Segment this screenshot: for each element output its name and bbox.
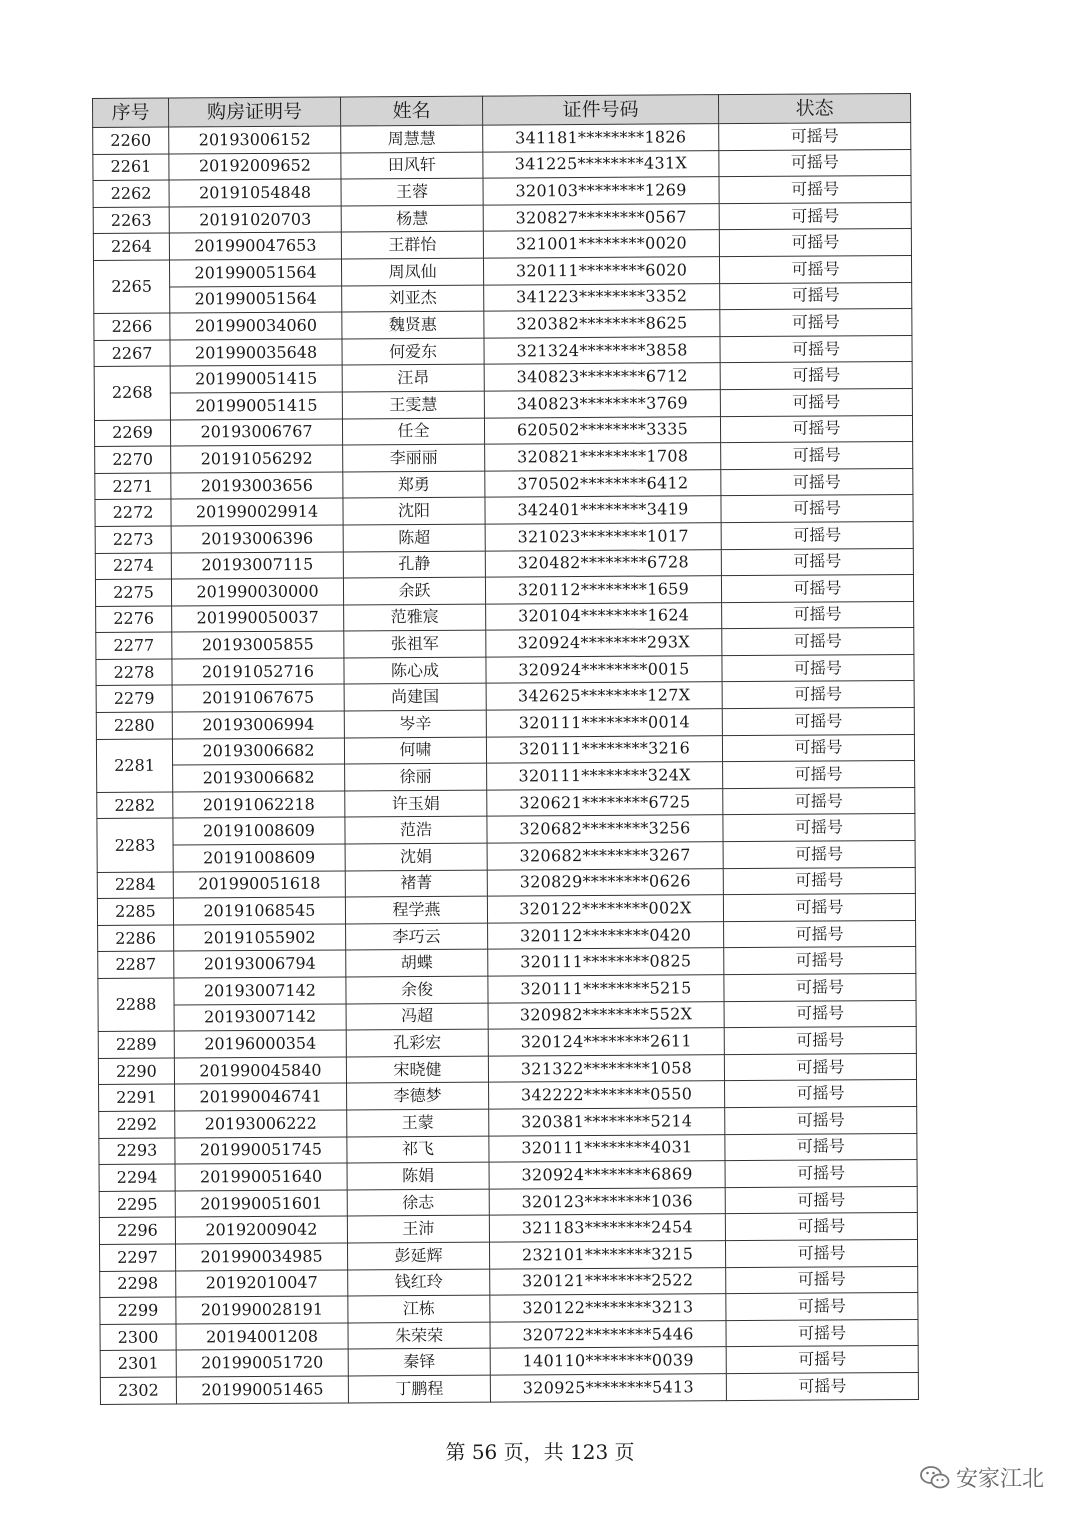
cell-cert: 20193006682 <box>172 738 344 766</box>
cell-id: 340823********6712 <box>484 363 720 391</box>
cell-seq: 2271 <box>95 473 171 500</box>
cell-id: 321001********0020 <box>483 230 719 258</box>
cell-name: 沈娟 <box>345 843 487 870</box>
cell-id: 320121********2522 <box>490 1267 726 1295</box>
cell-id: 320111********0825 <box>488 948 724 976</box>
cell-status: 可摇号 <box>725 1160 917 1188</box>
cell-seq: 2291 <box>99 1084 175 1111</box>
cell-name: 范雅宸 <box>344 604 486 631</box>
header-status: 状态 <box>718 94 910 124</box>
cell-cert: 20192009042 <box>175 1216 347 1244</box>
cell-cert: 201990034985 <box>176 1243 348 1271</box>
cell-cert: 201990034060 <box>170 312 342 340</box>
cell-cert: 201990051601 <box>175 1190 347 1218</box>
cell-id: 320111********324X <box>487 762 723 790</box>
cell-cert: 20193006767 <box>170 419 342 447</box>
cell-cert: 201990029914 <box>171 498 343 526</box>
cell-name: 程学燕 <box>345 896 487 923</box>
cell-cert: 20192010047 <box>176 1269 348 1297</box>
cell-id: 320112********0420 <box>488 921 724 949</box>
cell-name: 沈阳 <box>343 497 485 524</box>
cell-name: 孔静 <box>343 551 485 578</box>
cell-status: 可摇号 <box>726 1266 918 1294</box>
cell-id: 321322********1058 <box>488 1054 724 1082</box>
cell-status: 可摇号 <box>724 1053 916 1081</box>
cell-status: 可摇号 <box>725 1186 917 1214</box>
cell-cert: 20193007142 <box>174 1004 346 1032</box>
table-body <box>93 122 919 1403</box>
cell-seq: 2283 <box>97 818 173 872</box>
cell-status: 可摇号 <box>722 708 914 736</box>
cell-seq: 2290 <box>98 1058 174 1085</box>
cell-name: 余跃 <box>343 577 485 604</box>
cell-status: 可摇号 <box>719 149 911 177</box>
cell-seq: 2286 <box>98 925 174 952</box>
cell-id: 320924********293X <box>486 629 722 657</box>
cell-cert: 201990051720 <box>176 1349 348 1377</box>
cell-seq: 2268 <box>94 366 170 420</box>
cell-id: 320103********1269 <box>483 177 719 205</box>
page-footer <box>0 1436 1080 1465</box>
cell-status: 可摇号 <box>720 335 912 363</box>
cell-seq: 2278 <box>96 659 172 686</box>
cell-name: 余俊 <box>346 976 488 1003</box>
cell-name: 范浩 <box>345 817 487 844</box>
cell-status: 可摇号 <box>723 787 915 815</box>
cell-id: 320111********6020 <box>483 257 719 285</box>
watermark-text: 安家江北 <box>955 1467 1044 1492</box>
cell-status: 可摇号 <box>722 654 914 682</box>
cell-id: 320924********0015 <box>486 656 722 684</box>
cell-id: 340823********3769 <box>484 390 720 418</box>
cell-name: 褚菁 <box>345 870 487 897</box>
cell-seq: 2293 <box>99 1138 175 1165</box>
cell-cert: 20193003656 <box>171 472 343 500</box>
cell-seq: 2298 <box>100 1271 176 1298</box>
cell-id: 320381********5214 <box>489 1108 725 1136</box>
cell-id: 320112********1659 <box>485 576 721 604</box>
cell-cert: 20191008609 <box>173 817 345 845</box>
cell-seq: 2300 <box>100 1324 176 1351</box>
cell-name: 王蒙 <box>347 1109 489 1136</box>
cell-cert: 20191008609 <box>173 844 345 872</box>
cell-name: 魏贤惠 <box>342 311 484 338</box>
cell-name: 尚建国 <box>344 684 486 711</box>
cell-name: 江栋 <box>348 1295 490 1322</box>
cell-cert: 201990047653 <box>169 232 341 260</box>
cell-id: 320829********0626 <box>487 868 723 896</box>
cell-cert: 20191067675 <box>172 684 344 712</box>
cell-status: 可摇号 <box>726 1346 918 1374</box>
cell-status: 可摇号 <box>726 1372 918 1400</box>
cell-id: 320111********5215 <box>488 975 724 1003</box>
cell-status: 可摇号 <box>721 495 913 523</box>
cell-cert: 20191052716 <box>172 658 344 686</box>
cell-name: 王蓉 <box>341 178 483 205</box>
watermark <box>920 1462 1044 1493</box>
cell-id: 320104********1624 <box>486 602 722 630</box>
cell-id: 320111********3216 <box>486 735 722 763</box>
cell-cert: 20192009652 <box>169 153 341 181</box>
cell-name: 陈心成 <box>344 657 486 684</box>
cell-cert: 20193006794 <box>174 950 346 978</box>
table-row <box>100 1372 918 1404</box>
cell-id: 321183********2454 <box>489 1214 725 1242</box>
cell-cert: 20191055902 <box>174 924 346 952</box>
cell-status: 可摇号 <box>720 388 912 416</box>
cell-id: 320621********6725 <box>487 789 723 817</box>
cell-cert: 20191062218 <box>173 791 345 819</box>
cell-name: 孔彩宏 <box>346 1029 488 1056</box>
cell-cert: 20193006682 <box>173 764 345 792</box>
cell-status: 可摇号 <box>721 468 913 496</box>
cell-seq: 2264 <box>93 233 169 260</box>
cell-cert: 201990051415 <box>170 365 342 393</box>
cell-name: 汪昂 <box>342 364 484 391</box>
cell-seq: 2265 <box>93 260 169 314</box>
cell-status: 可摇号 <box>722 628 914 656</box>
cell-status: 可摇号 <box>724 1000 916 1028</box>
cell-cert: 201990051564 <box>169 259 341 287</box>
cell-status: 可摇号 <box>720 309 912 337</box>
cell-cert: 20191056292 <box>171 445 343 473</box>
cell-cert: 20193006222 <box>175 1110 347 1138</box>
cell-name: 徐志 <box>347 1189 489 1216</box>
cell-name: 杨慧 <box>341 205 483 232</box>
page-number: 第 56 页，共 123 页 <box>445 1440 635 1464</box>
cell-status: 可摇号 <box>721 575 913 603</box>
cell-status: 可摇号 <box>725 1239 917 1267</box>
cell-id: 342625********127X <box>486 682 722 710</box>
cell-cert: 201990035648 <box>170 339 342 367</box>
cell-seq: 2274 <box>95 553 171 580</box>
cell-seq: 2288 <box>98 978 174 1032</box>
cell-name: 胡蝶 <box>346 950 488 977</box>
cell-name: 彭延辉 <box>347 1242 489 1269</box>
cell-seq: 2277 <box>96 632 172 659</box>
cell-id: 341223********3352 <box>484 283 720 311</box>
cell-status: 可摇号 <box>726 1293 918 1321</box>
cell-id: 320925********5413 <box>490 1374 726 1402</box>
cell-id: 320111********4031 <box>489 1134 725 1162</box>
cell-seq: 2260 <box>93 127 169 154</box>
cell-status: 可摇号 <box>719 202 911 230</box>
cell-seq: 2301 <box>100 1350 176 1377</box>
cell-cert: 20193006994 <box>172 711 344 739</box>
cell-cert: 201990050037 <box>172 605 344 633</box>
cell-cert: 201990051465 <box>176 1376 348 1404</box>
header-name: 姓名 <box>340 96 482 126</box>
cell-seq: 2279 <box>96 685 172 712</box>
cell-status: 可摇号 <box>721 521 913 549</box>
cell-seq: 2294 <box>99 1164 175 1191</box>
cell-name: 田风轩 <box>341 152 483 179</box>
cell-cert: 201990046741 <box>175 1083 347 1111</box>
cell-id: 320122********3213 <box>490 1294 726 1322</box>
cell-name: 李德梦 <box>347 1082 489 1109</box>
header-id: 证件号码 <box>482 95 718 125</box>
cell-cert: 201990051745 <box>175 1137 347 1165</box>
allocation-table <box>92 93 919 1404</box>
cell-seq: 2266 <box>94 313 170 340</box>
cell-status: 可摇号 <box>719 122 911 150</box>
cell-seq: 2272 <box>95 499 171 526</box>
cell-seq: 2289 <box>98 1031 174 1058</box>
cell-seq: 2282 <box>97 792 173 819</box>
cell-cert: 20193007142 <box>174 977 346 1005</box>
cell-seq: 2296 <box>99 1217 175 1244</box>
cell-status: 可摇号 <box>725 1080 917 1108</box>
cell-id: 341225********431X <box>483 150 719 178</box>
cell-status: 可摇号 <box>719 255 911 283</box>
cell-id: 320482********6728 <box>485 549 721 577</box>
cell-name: 任全 <box>342 418 484 445</box>
cell-cert: 201990030000 <box>171 578 343 606</box>
cell-id: 320924********6869 <box>489 1161 725 1189</box>
cell-seq: 2287 <box>98 951 174 978</box>
cell-seq: 2297 <box>100 1244 176 1271</box>
cell-name: 许玉娟 <box>345 790 487 817</box>
cell-name: 朱荣荣 <box>348 1322 490 1349</box>
cell-name: 秦铎 <box>348 1348 490 1375</box>
cell-status: 可摇号 <box>726 1319 918 1347</box>
cell-status: 可摇号 <box>723 841 915 869</box>
cell-status: 可摇号 <box>722 601 914 629</box>
cell-status: 可摇号 <box>723 761 915 789</box>
cell-seq: 2284 <box>97 872 173 899</box>
cell-id: 342222********0550 <box>489 1081 725 1109</box>
cell-id: 320111********0014 <box>486 709 722 737</box>
cell-status: 可摇号 <box>720 282 912 310</box>
cell-seq: 2273 <box>95 526 171 553</box>
cell-id: 320682********3256 <box>487 815 723 843</box>
cell-id: 342401********3419 <box>485 496 721 524</box>
cell-id: 321324********3858 <box>484 336 720 364</box>
cell-name: 陈超 <box>343 524 485 551</box>
cell-name: 王雯慧 <box>342 391 484 418</box>
cell-seq: 2292 <box>99 1111 175 1138</box>
cell-name: 王群怡 <box>341 231 483 258</box>
cell-status: 可摇号 <box>720 415 912 443</box>
wechat-icon <box>920 1465 950 1491</box>
cell-status: 可摇号 <box>724 947 916 975</box>
cell-status: 可摇号 <box>723 867 915 895</box>
cell-seq: 2261 <box>93 154 169 181</box>
cell-seq: 2262 <box>93 180 169 207</box>
cell-id: 320722********5446 <box>490 1320 726 1348</box>
cell-status: 可摇号 <box>721 442 913 470</box>
cell-cert: 201990028191 <box>176 1296 348 1324</box>
cell-name: 宋晓健 <box>346 1056 488 1083</box>
cell-cert: 201990051564 <box>170 286 342 314</box>
cell-name: 徐丽 <box>345 763 487 790</box>
cell-cert: 201990051640 <box>175 1163 347 1191</box>
cell-cert: 201990051618 <box>173 871 345 899</box>
cell-seq: 2280 <box>96 712 172 739</box>
header-cert: 购房证明号 <box>169 97 341 127</box>
cell-cert: 20193007115 <box>171 551 343 579</box>
cell-id: 341181********1826 <box>483 124 719 152</box>
cell-id: 321023********1017 <box>485 523 721 551</box>
cell-id: 320122********002X <box>487 895 723 923</box>
cell-cert: 20191054848 <box>169 179 341 207</box>
cell-seq: 2267 <box>94 340 170 367</box>
cell-cert: 20196000354 <box>174 1030 346 1058</box>
cell-name: 冯超 <box>346 1003 488 1030</box>
cell-seq: 2275 <box>95 579 171 606</box>
cell-seq: 2276 <box>96 606 172 633</box>
cell-seq: 2285 <box>97 898 173 925</box>
cell-name: 钱红玲 <box>348 1269 490 1296</box>
cell-status: 可摇号 <box>724 1027 916 1055</box>
cell-seq: 2281 <box>96 739 172 793</box>
cell-seq: 2270 <box>95 446 171 473</box>
cell-id: 320827********0567 <box>483 203 719 231</box>
cell-id: 620502********3335 <box>484 416 720 444</box>
cell-cert: 20194001208 <box>176 1323 348 1351</box>
cell-seq: 2269 <box>94 420 170 447</box>
cell-id: 320124********2611 <box>488 1028 724 1056</box>
cell-status: 可摇号 <box>722 681 914 709</box>
cell-name: 何爱东 <box>342 338 484 365</box>
cell-name: 周凤仙 <box>341 258 483 285</box>
cell-status: 可摇号 <box>720 362 912 390</box>
cell-id: 320682********3267 <box>487 842 723 870</box>
cell-cert: 20193006396 <box>171 525 343 553</box>
cell-name: 王沛 <box>347 1215 489 1242</box>
cell-name: 丁鹏程 <box>348 1375 490 1402</box>
cell-status: 可摇号 <box>724 920 916 948</box>
cell-id: 320821********1708 <box>485 443 721 471</box>
cell-name: 何啸 <box>344 737 486 764</box>
cell-cert: 201990045840 <box>174 1057 346 1085</box>
cell-id: 320982********552X <box>488 1001 724 1029</box>
cell-name: 祁飞 <box>347 1136 489 1163</box>
cell-id: 140110********0039 <box>490 1347 726 1375</box>
cell-name: 岑辛 <box>344 710 486 737</box>
cell-seq: 2299 <box>100 1297 176 1324</box>
cell-name: 张祖军 <box>344 630 486 657</box>
cell-id: 232101********3215 <box>489 1241 725 1269</box>
cell-name: 刘亚杰 <box>342 285 484 312</box>
cell-cert: 201990051415 <box>170 392 342 420</box>
cell-status: 可摇号 <box>719 229 911 257</box>
cell-cert: 20193005855 <box>172 631 344 659</box>
cell-status: 可摇号 <box>723 894 915 922</box>
cell-id: 370502********6412 <box>485 469 721 497</box>
header-seq: 序号 <box>93 98 169 127</box>
cell-name: 李丽丽 <box>343 444 485 471</box>
cell-seq: 2263 <box>93 207 169 234</box>
cell-status: 可摇号 <box>725 1213 917 1241</box>
cell-id: 320123********1036 <box>489 1187 725 1215</box>
cell-name: 周慧慧 <box>341 125 483 152</box>
cell-cert: 20193006152 <box>169 126 341 154</box>
cell-status: 可摇号 <box>719 176 911 204</box>
cell-status: 可摇号 <box>724 973 916 1001</box>
cell-cert: 20191068545 <box>173 897 345 925</box>
cell-status: 可摇号 <box>725 1133 917 1161</box>
cell-status: 可摇号 <box>721 548 913 576</box>
cell-status: 可摇号 <box>722 734 914 762</box>
cell-status: 可摇号 <box>723 814 915 842</box>
cell-name: 李巧云 <box>346 923 488 950</box>
cell-name: 陈娟 <box>347 1162 489 1189</box>
cell-seq: 2295 <box>99 1191 175 1218</box>
cell-seq: 2302 <box>100 1377 176 1404</box>
cell-status: 可摇号 <box>725 1106 917 1134</box>
cell-id: 320382********8625 <box>484 310 720 338</box>
cell-cert: 20191020703 <box>169 206 341 234</box>
cell-name: 郑勇 <box>343 471 485 498</box>
